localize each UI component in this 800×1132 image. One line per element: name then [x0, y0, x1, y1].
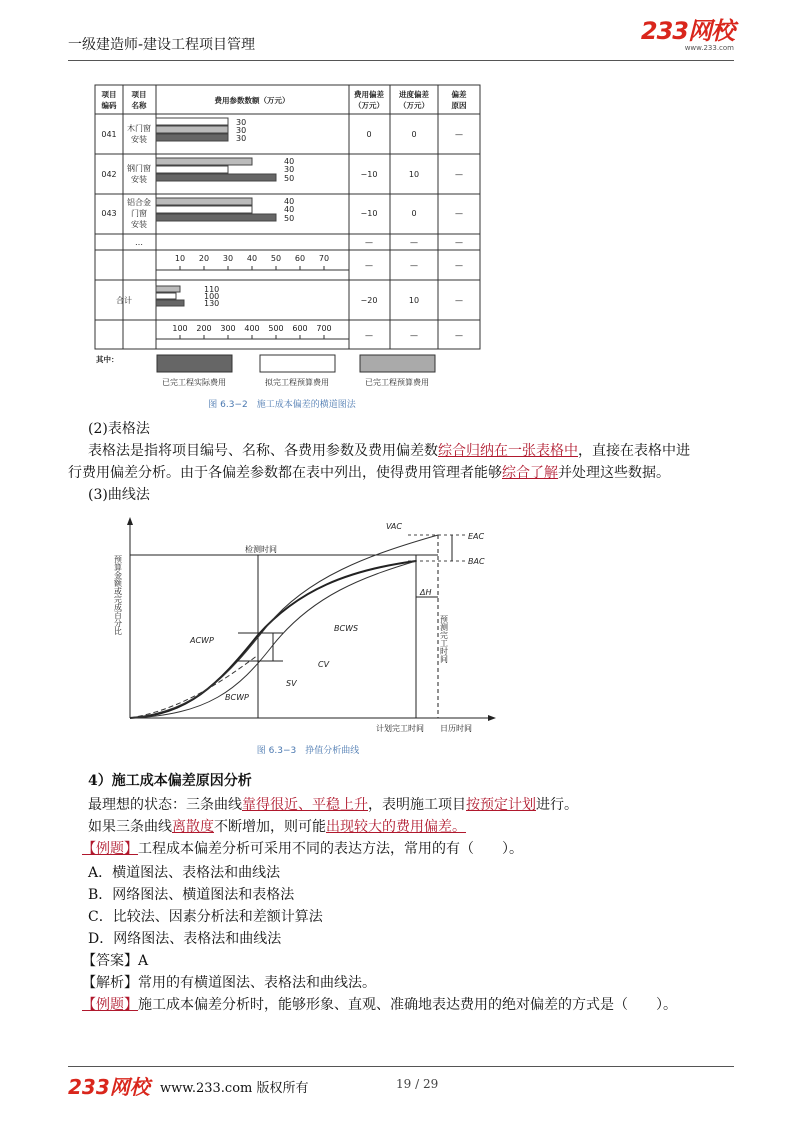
example-tag: 【例题】 — [82, 841, 138, 857]
paragraph: 行费用偏差分析。由于各偏差参数都在表中列出，使得费用管理者能够综合了解并处理这些数据。 — [68, 465, 670, 481]
brand-logo — [641, 18, 734, 52]
legend-item: 拟完工程预算费用 — [265, 378, 329, 387]
bar-planned — [156, 293, 176, 299]
col-header-code: 项目 — [101, 90, 117, 99]
option-d: D．网络图法、表格法和曲线法 — [88, 931, 282, 947]
svg-text:—: — — [455, 238, 463, 247]
highlight: 离散度 — [172, 819, 214, 835]
legend-item: 已完工程实际费用 — [162, 378, 226, 387]
svg-text:（万元）: （万元） — [354, 101, 384, 110]
figure-bar-table — [94, 84, 484, 414]
option-c: C．比较法、因素分析法和差额计算法 — [88, 909, 323, 925]
tick-label: 10 — [174, 254, 186, 263]
svg-text:—: — — [455, 331, 463, 340]
paragraph: 最理想的状态：三条曲线靠得很近、平稳上升，表明施工项目按预定计划进行。 — [88, 797, 578, 813]
svg-text:门窗: 门窗 — [131, 209, 147, 218]
col-header-reason: 偏差 — [451, 90, 467, 99]
tick-label: 40 — [246, 254, 258, 263]
cost-dev: −10 — [360, 170, 378, 179]
tick-label: 20 — [198, 254, 210, 263]
bar-planned — [156, 166, 228, 173]
cv-label: CV — [318, 660, 330, 669]
footer-copyright: www.233.com 版权所有 — [160, 1081, 309, 1096]
option-b: B．网络图法、横道图法和表格法 — [88, 887, 295, 903]
svg-text:安装: 安装 — [131, 135, 147, 144]
bar-label: 30 — [284, 165, 295, 174]
bar-label: 30 — [236, 134, 247, 143]
acwp-label: ACWP — [190, 636, 214, 645]
bar-planned — [156, 118, 228, 125]
x-label-calendar: 日历时间 — [440, 724, 472, 733]
svg-text:—: — — [455, 261, 463, 270]
figure-earned-value — [108, 515, 498, 760]
bar-actual — [156, 300, 184, 306]
svg-text:铝合金: 铝合金 — [127, 198, 151, 207]
svg-text:—: — — [410, 331, 418, 340]
svg-text:编码: 编码 — [101, 101, 117, 110]
paragraph: 如果三条曲线离散度不断增加，则可能出现较大的费用偏差。 — [88, 819, 466, 835]
bar-label: 110 — [204, 285, 220, 294]
axis-ticks-2 — [156, 335, 349, 339]
heading-curve-method: (3)曲线法 — [88, 487, 150, 503]
sched-dev: 0 — [411, 130, 417, 139]
question-2: 【例题】施工成本偏差分析时，能够形象、直观、准确地表达费用的绝对偏差的方式是（ ）。 — [82, 997, 677, 1013]
bar-earned — [156, 126, 228, 133]
header-title: 一级建造师-建设工程项目管理 — [68, 37, 256, 53]
bar-actual — [156, 134, 228, 141]
highlight: 按预定计划 — [466, 797, 536, 813]
bar-label: 30 — [236, 126, 247, 135]
reason: — — [455, 209, 463, 218]
svg-text:—: — — [455, 296, 463, 305]
axis-ticks-1 — [156, 266, 349, 270]
svg-text:原因: 原因 — [451, 101, 467, 110]
highlight: 综合归纳在一张表格中 — [438, 443, 578, 459]
bar-label: 50 — [284, 174, 295, 183]
cost-dev: −10 — [360, 209, 378, 218]
bar-label: 40 — [284, 197, 295, 206]
bar-label: 130 — [204, 299, 220, 308]
svg-text:—: — — [410, 261, 418, 270]
tick-label: 70 — [318, 254, 330, 263]
bar-earned — [156, 198, 252, 205]
check-time-label: 检测时间 — [245, 545, 277, 554]
highlight: 综合了解 — [502, 465, 558, 481]
x-label-planned: 计划完工时间 — [376, 724, 424, 733]
reason: — — [455, 130, 463, 139]
tick-label: 50 — [270, 254, 282, 263]
reason: — — [455, 170, 463, 179]
option-a: A．横道图法、表格法和曲线法 — [88, 865, 281, 881]
ellipsis: … — [135, 238, 143, 247]
legend-swatch-actual — [157, 355, 232, 372]
col-header-name: 项目 — [131, 90, 147, 99]
tick-label: 400 — [244, 324, 260, 333]
heading-table-method: (2)表格法 — [88, 421, 150, 437]
bar-label: 50 — [284, 214, 295, 223]
svg-text:—: — — [365, 238, 373, 247]
curve-acwp — [130, 535, 438, 718]
paragraph: 表格法是指将项目编号、名称、各费用参数及费用偏差数综合归纳在一张表格中，直接在表格中进 — [88, 443, 690, 459]
row-code: 043 — [101, 209, 117, 218]
eac-label: EAC — [468, 532, 485, 541]
heading-deviation-cause: 4）施工成本偏差原因分析 — [88, 773, 252, 789]
bar-earned — [156, 286, 180, 292]
legend-swatch-earned — [360, 355, 435, 372]
page-number: 19 / 29 — [396, 1077, 439, 1091]
svg-text:—: — — [410, 238, 418, 247]
svg-text:名称: 名称 — [131, 101, 147, 110]
total-cost-dev: −20 — [360, 296, 378, 305]
tick-label: 100 — [172, 324, 188, 333]
cost-dev: 0 — [366, 130, 372, 139]
svg-text:安装: 安装 — [131, 220, 147, 229]
legend-item: 已完工程预算费用 — [365, 378, 429, 387]
svg-text:安装: 安装 — [131, 175, 147, 184]
tick-label: 500 — [268, 324, 284, 333]
example-tag: 【例题】 — [82, 997, 138, 1013]
bar-earned — [156, 158, 252, 165]
svg-text:—: — — [365, 331, 373, 340]
tick-label: 600 — [292, 324, 308, 333]
tick-label: 60 — [294, 254, 306, 263]
forecast-completion-label: 预测完工时间 — [439, 615, 449, 663]
svg-text:木门窗: 木门窗 — [127, 124, 151, 133]
figure-caption: 图 6.3−3 挣值分析曲线 — [256, 746, 360, 756]
page-footer — [68, 1066, 734, 1107]
bar-actual — [156, 174, 276, 181]
total-sched-dev: 10 — [408, 296, 420, 305]
tick-label: 30 — [222, 254, 234, 263]
footer-logo: 233网校 — [68, 1075, 150, 1099]
bcws-label: BCWS — [334, 624, 359, 633]
figure-caption: 图 6.3−2 施工成本偏差的横道图法 — [208, 400, 356, 410]
delta-h-label: ΔH — [420, 588, 432, 597]
bar-actual — [156, 214, 276, 221]
col-header-params: 费用参数数额（万元） — [214, 96, 290, 105]
svg-text:—: — — [365, 261, 373, 270]
highlight: 靠得很近、平稳上升 — [242, 797, 368, 813]
col-header-cost: 费用偏差 — [354, 90, 384, 99]
bar-label: 40 — [284, 205, 295, 214]
row-code: 041 — [101, 130, 117, 139]
y-axis-label: 预算金额或完成百分比 — [113, 555, 123, 635]
bar-label: 100 — [204, 292, 220, 301]
tick-label: 300 — [220, 324, 236, 333]
page-header — [68, 17, 734, 61]
explanation: 【解析】常用的有横道图法、表格法和曲线法。 — [82, 975, 376, 991]
total-label: 合计 — [116, 296, 132, 305]
legend-label: 其中： — [96, 355, 119, 364]
row-code: 042 — [101, 170, 117, 179]
svg-text:钢门窗: 钢门窗 — [127, 164, 151, 173]
bac-label: BAC — [468, 557, 485, 566]
tick-label: 200 — [196, 324, 212, 333]
bcwp-label: BCWP — [225, 693, 249, 702]
col-header-sched: 进度偏差 — [399, 90, 429, 99]
question-1: 【例题】工程成本偏差分析可采用不同的表达方法，常用的有（ ）。 — [82, 841, 523, 857]
legend-swatch-planned — [260, 355, 335, 372]
logo-url: www.233.com — [684, 44, 734, 52]
sched-dev: 10 — [408, 170, 420, 179]
sched-dev: 0 — [411, 209, 417, 218]
logo-text: 233网校 — [640, 17, 734, 45]
tick-label: 700 — [316, 324, 332, 333]
sv-label: SV — [286, 679, 297, 688]
vac-label: VAC — [386, 522, 402, 531]
bar-label: 30 — [236, 118, 247, 127]
answer: 【答案】A — [82, 953, 149, 969]
bar-planned — [156, 206, 252, 213]
svg-text:（万元）: （万元） — [399, 101, 429, 110]
highlight: 出现较大的费用偏差。 — [326, 819, 466, 835]
bar-label: 40 — [284, 157, 295, 166]
